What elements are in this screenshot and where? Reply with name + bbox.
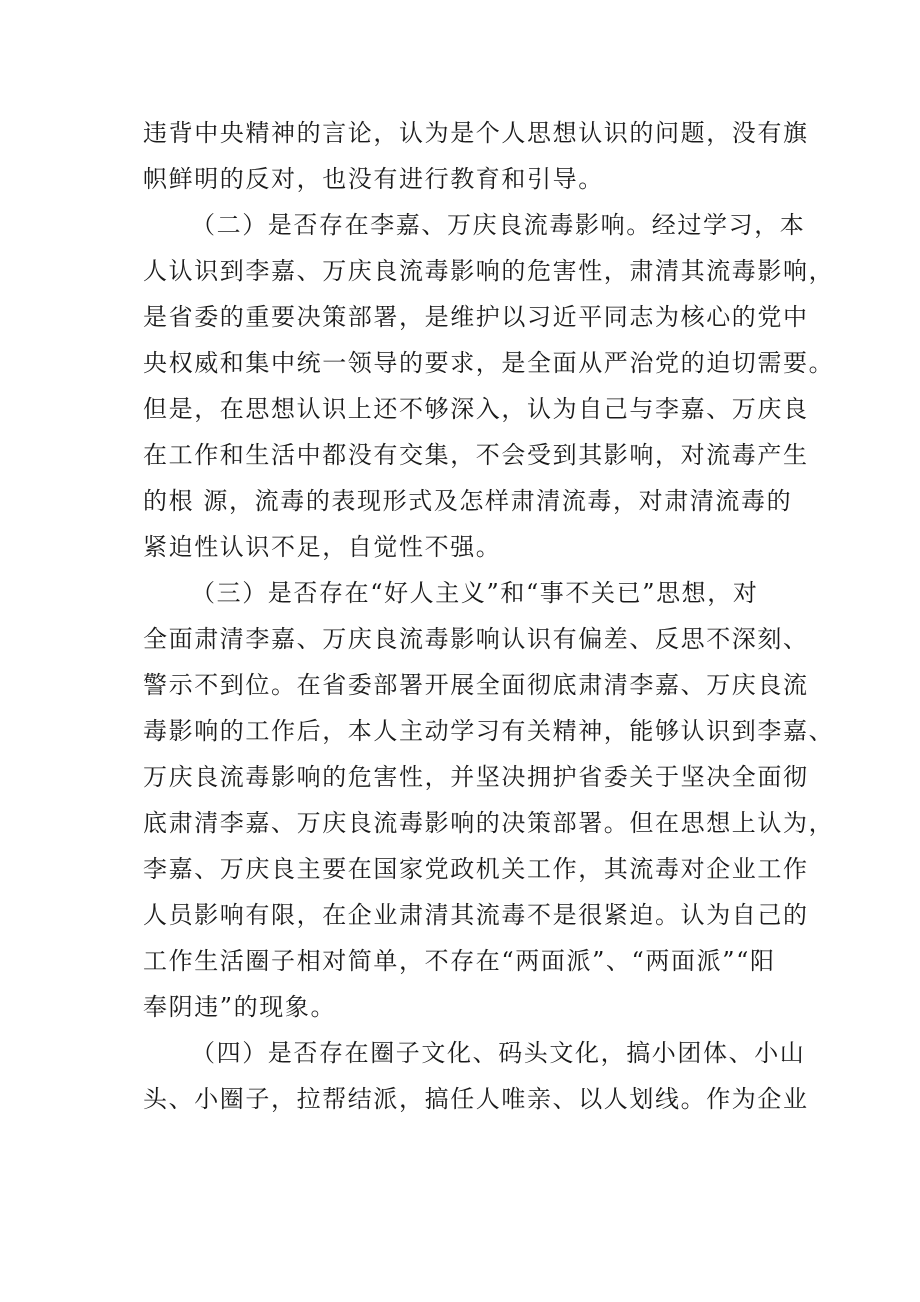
text-line: 李嘉、万庆良主要在国家党政机关工作，其流毒对企业工作 [143,855,809,883]
text-line: 全面肃清李嘉、万庆良流毒影响认识有偏差、反思不深刻、 [143,625,809,653]
text-line: 紧迫性认识不足，自觉性不强。 [143,533,502,561]
text-line: 奉阴违”的现象。 [143,993,337,1021]
text-line: 违背中央精神的言论，认为是个人思想认识的问题，没有旗 [143,119,809,147]
text-line: 人认识到李嘉、万庆良流毒影响的危害性，肃清其流毒影响， [143,257,835,285]
paragraph-1 [143,110,809,202]
text-line: 在工作和生活中都没有交集，不会受到其影响，对流毒产生 [143,441,809,469]
paragraph-4 [143,1030,809,1122]
document-body [143,110,835,1122]
text-line: 万庆良流毒影响的危害性，并坚决拥护省委关于坚决全面彻 [143,763,809,791]
text-line: 人员影响有限，在企业肃清其流毒不是很紧迫。认为自己的 [143,901,809,929]
paragraph-3 [143,570,835,1030]
text-line: 头、小圈子，拉帮结派，搞任人唯亲、以人划线。作为企业 [143,1085,809,1113]
text-line: 帜鲜明的反对，也没有进行教育和引导。 [143,165,604,193]
text-line-first: （二）是否存在李嘉、万庆良流毒影响。经过学习，本 [191,211,806,239]
paragraph-2 [143,202,835,570]
text-line: 警示不到位。在省委部署开展全面彻底肃清李嘉、万庆良流 [143,671,809,699]
text-line: 央权威和集中统一领导的要求，是全面从严治党的迫切需要。 [143,349,835,377]
text-line: 是省委的重要决策部署，是维护以习近平同志为核心的党中 [143,303,809,331]
text-line: 毒影响的工作后，本人主动学习有关精神，能够认识到李嘉、 [143,717,835,745]
text-line: 的根 源，流毒的表现形式及怎样肃清流毒，对肃清流毒的 [143,487,793,515]
text-line-first: （三）是否存在“好人主义”和“事不关已”思想，对 [191,579,759,607]
text-line: 工作生活圈子相对简单，不存在“两面派”、“两面派”“阳 [143,947,776,975]
text-line: 底肃清李嘉、万庆良流毒影响的决策部署。但在思想上认为， [143,809,835,837]
text-line: 但是，在思想认识上还不够深入，认为自己与李嘉、万庆良 [143,395,809,423]
text-line-first: （四）是否存在圈子文化、码头文化，搞小团体、小山 [191,1039,806,1067]
